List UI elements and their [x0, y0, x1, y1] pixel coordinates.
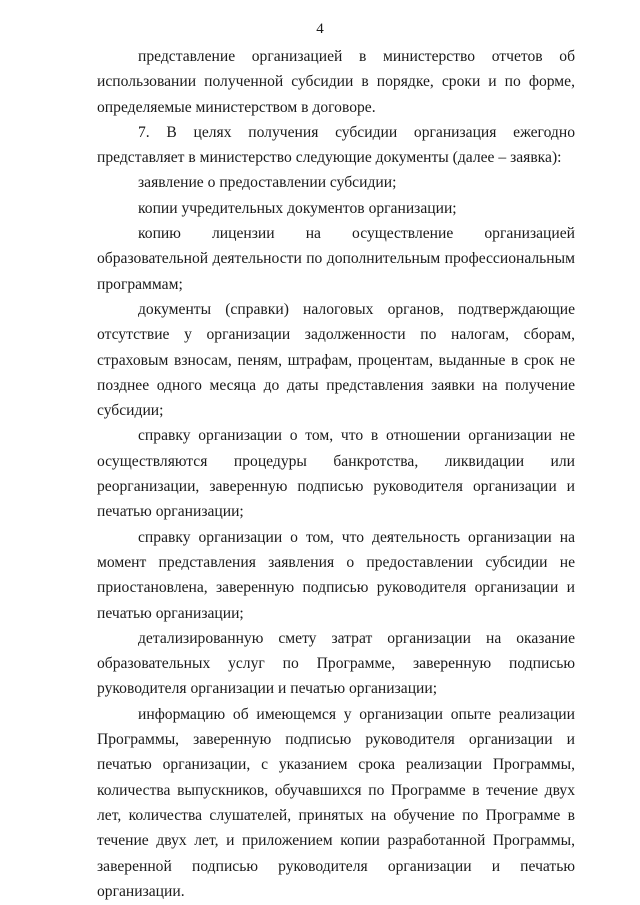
list-item-cost-estimate: детализированную смету затрат организации на оказание образовательных услуг по Программе, заверенную подписью руководителя организации и печатью организации; — [97, 629, 575, 698]
page-number: 4 — [316, 21, 324, 37]
paragraph-application-documents: 7. В целях получения субсидии организация ежегодно представляет в министерство следующие документы (далее – заявка): — [97, 123, 575, 167]
list-item-founding-documents: копии учредительных документов организации; — [138, 199, 457, 217]
list-item-activity-not-suspended-certificate: справку организации о том, что деятельность организации на момент представления заявления о предоставлении субсидии не приостановлена, заверенную подписью руководителя организации и печатью организации; — [97, 528, 575, 622]
paragraph-report-submission: представление организацией в министерство отчетов об использовании полученной субсидии в порядке, сроки и по форме, определяемые министерством в договоре. — [97, 48, 575, 116]
list-item-program-experience-info: информацию об имеющемся у организации опыте реализации Программы, заверенную подписью руководителя организации и печатью организации, с указанием срока реализации Программы, количества выпускников, обучавшихся по Программе в течение двух лет, количества слушателей, принятых на обучение по Программе в течение двух лет, и приложением копии разработанной Программы, заверенной подписью руководителя организации и печатью организации. — [97, 705, 575, 900]
list-item-no-bankruptcy-certificate: справку организации о том, что в отношении организации не осуществляются процедуры банкротства, ликвидации или реорганизации, заверенную подписью руководителя организации и печатью организации; — [97, 427, 575, 521]
list-item-application-statement: заявление о предоставлении субсидии; — [138, 174, 397, 192]
list-item-tax-certificates: документы (справки) налоговых органов, подтверждающие отсутствие у организации задолженности по налогам, сборам, страховым взносам, пеням, штрафам, процентам, выданные в срок не позднее одного месяца до даты представления заявки на получение субсидии; — [97, 300, 575, 420]
document-body — [97, 44, 575, 904]
list-item-license-copy: копию лицензии на осуществление организацией образовательной деятельности по дополнительным профессиональным программам; — [97, 225, 575, 293]
